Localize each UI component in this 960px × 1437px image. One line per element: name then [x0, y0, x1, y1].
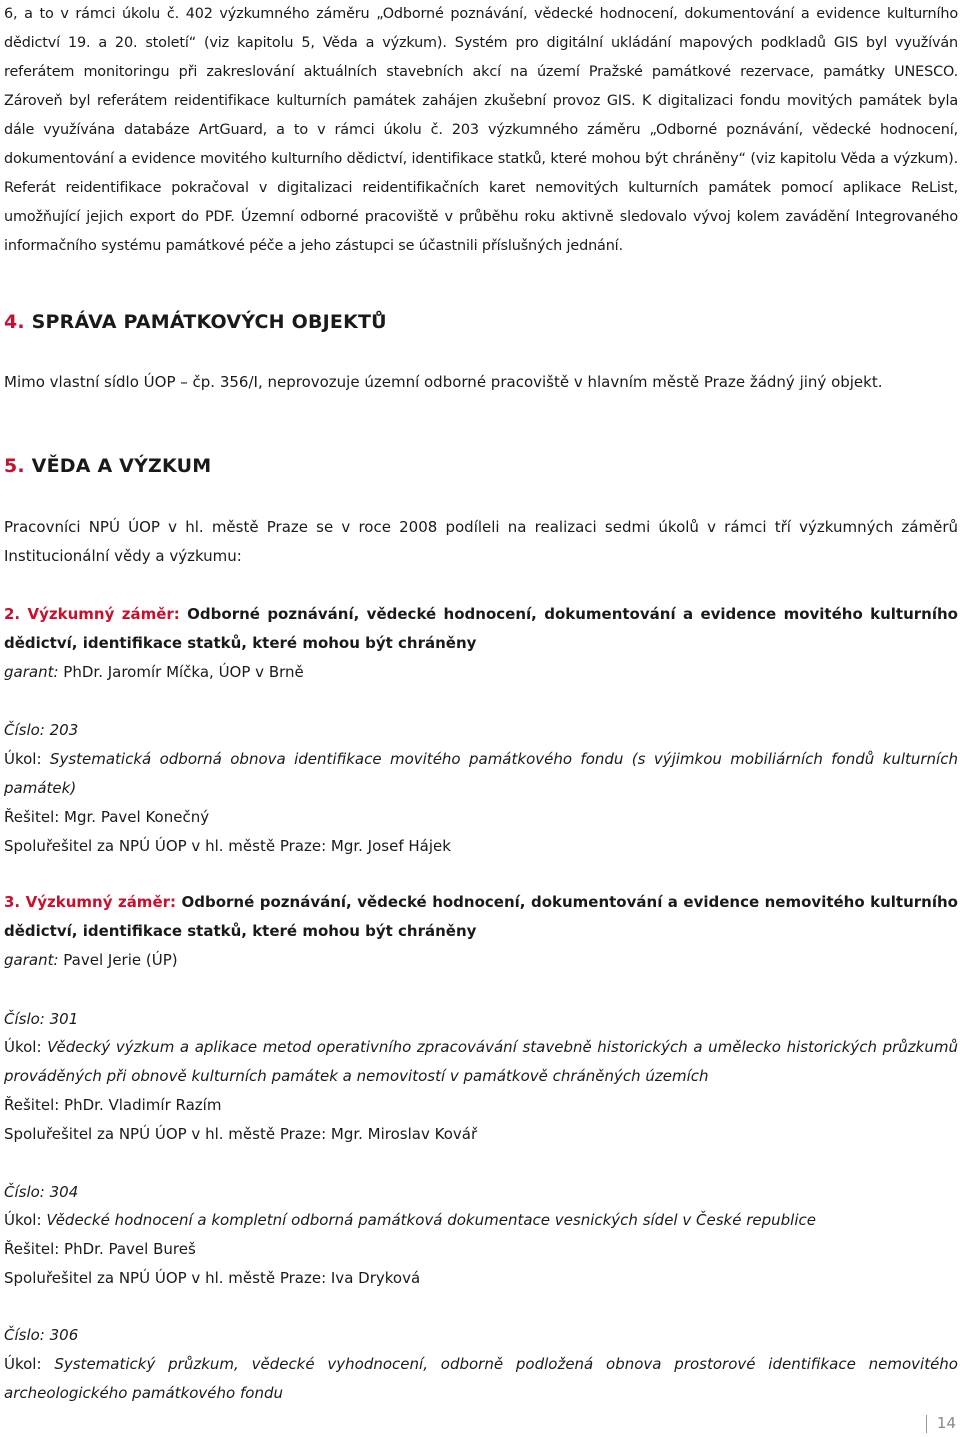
task-304-number: Číslo: 304	[4, 1183, 79, 1201]
task-304-resitel: Řešitel: PhDr. Pavel Bureš	[4, 1240, 196, 1258]
zamer-3-title: Odborné poznávání, vědecké hodnocení, dokumentování a evidence nemovitého kulturního dědictví, identifikace statků, které mohou být chráněny	[4, 893, 958, 940]
zamer-2-heading	[4, 600, 958, 658]
section-5-text: Pracovníci NPÚ ÚOP v hl. městě Praze se v roce 2008 podíleli na realizaci sedmi úkolů v rámci tří výzkumných záměrů Institucionální vědy a výzkumu:	[4, 518, 958, 565]
zamer-3-number: 3.	[4, 893, 21, 911]
garant-name: PhDr. Jaromír Míčka, ÚOP v Brně	[63, 663, 304, 681]
zamer-3-heading	[4, 888, 958, 946]
section-4-title: SPRÁVA PAMÁTKOVÝCH OBJEKTŮ	[31, 311, 387, 333]
task-301-resitel: Řešitel: PhDr. Vladimír Razím	[4, 1096, 222, 1114]
task-301-description	[4, 1033, 958, 1091]
page-number-value: 14	[936, 1414, 956, 1432]
page-number-divider	[926, 1415, 927, 1433]
ukol-label: Úkol:	[4, 1038, 42, 1056]
zamer-3-garant	[4, 946, 958, 975]
ukol-label: Úkol:	[4, 750, 42, 768]
section-5-title: VĚDA A VÝZKUM	[31, 455, 212, 477]
task-306-description	[4, 1350, 958, 1408]
garant-label: garant:	[4, 663, 59, 681]
zamer-2-number: 2.	[4, 605, 21, 623]
garant-label: garant:	[4, 951, 59, 969]
ukol-text: Vědecké hodnocení a kompletní odborná památková dokumentace vesnických sídel v České republice	[46, 1211, 816, 1229]
intro-paragraph: 6, a to v rámci úkolu č. 402 výzkumného záměru „Odborné poznávání, vědecké hodnocení, dokumentování a evidence kulturního dědictví 19. a 20. století“ (viz kapitolu 5, Věda a výzkum). Systém pro digitální ukládání mapových podkladů GIS byl využíván referátem monitoringu při zakreslování aktuálních stavebních akcí na území Pražské památkové rezervace, památky UNESCO. Zároveň byl referátem reidentifikace kulturních památek zahájen zkušební provoz GIS. K digitalizaci fondu movitých památek byla dále využívána databáze ArtGuard, a to v rámci úkolu č. 203 výzkumného záměru „Odborné poznávání, vědecké hodnocení, dokumentování a evidence movitého kulturního dědictví, identifikace statků, které mohou být chráněny“ (viz kapitolu Věda a výzkum). Referát reidentifikace pokračoval v digitalizaci reidentifikačních karet nemovitých kulturních památek pomocí aplikace ReList, umožňující jejich export do PDF. Územní odborné pracoviště v průběhu roku aktivně sledovalo vývoj kolem zavádění Integrovaného informačního systému památkové péče a jeho zástupci se účastnili příslušných jednání.	[4, 6, 958, 254]
task-203-number: Číslo: 203	[4, 721, 79, 739]
ukol-text: Vědecký výzkum a aplikace metod operativního zpracovávání stavebně historických a umělecko historických průzkumů prováděných při obnově kulturních památek a nemovitostí v památkově chráněných územích	[4, 1038, 958, 1085]
ukol-text: Systematická odborná obnova identifikace movitého památkového fondu (s výjimkou mobiliárních fondů kulturních památek)	[4, 750, 958, 797]
zamer-3-label: Výzkumný záměr:	[25, 893, 177, 911]
task-203-description	[4, 745, 958, 803]
section-4-number: 4.	[4, 311, 25, 333]
task-203-resitel: Řešitel: Mgr. Pavel Konečný	[4, 808, 210, 826]
section-4-heading	[4, 311, 387, 333]
section-5-number: 5.	[4, 455, 25, 477]
task-203-spoluresitel: Spoluřešitel za NPÚ ÚOP v hl. městě Praze: Mgr. Josef Hájek	[4, 837, 451, 855]
ukol-text: Systematický průzkum, vědecké vyhodnocení, odborně podložená obnova prostorové identifikace nemovitého archeologického památkového fondu	[4, 1355, 958, 1402]
ukol-label: Úkol:	[4, 1211, 42, 1229]
section-4-text: Mimo vlastní sídlo ÚOP – čp. 356/I, neprovozuje územní odborné pracoviště v hlavním městě Praze žádný jiný objekt.	[4, 373, 883, 391]
task-304-description	[4, 1206, 958, 1235]
zamer-2-garant	[4, 658, 958, 687]
task-301-spoluresitel: Spoluřešitel za NPÚ ÚOP v hl. městě Praze: Mgr. Miroslav Kovář	[4, 1125, 478, 1143]
task-304-spoluresitel: Spoluřešitel za NPÚ ÚOP v hl. městě Praze: Iva Dryková	[4, 1269, 421, 1287]
garant-name: Pavel Jerie (ÚP)	[63, 951, 178, 969]
task-301-number: Číslo: 301	[4, 1010, 79, 1028]
ukol-label: Úkol:	[4, 1355, 42, 1373]
page-number	[926, 1414, 956, 1433]
zamer-2-label: Výzkumný záměr:	[27, 605, 180, 623]
task-306-number: Číslo: 306	[4, 1326, 79, 1344]
zamer-2-title: Odborné poznávání, vědecké hodnocení, dokumentování a evidence movitého kulturního dědictví, identifikace statků, které mohou být chráněny	[4, 605, 958, 652]
section-5-heading	[4, 455, 211, 477]
